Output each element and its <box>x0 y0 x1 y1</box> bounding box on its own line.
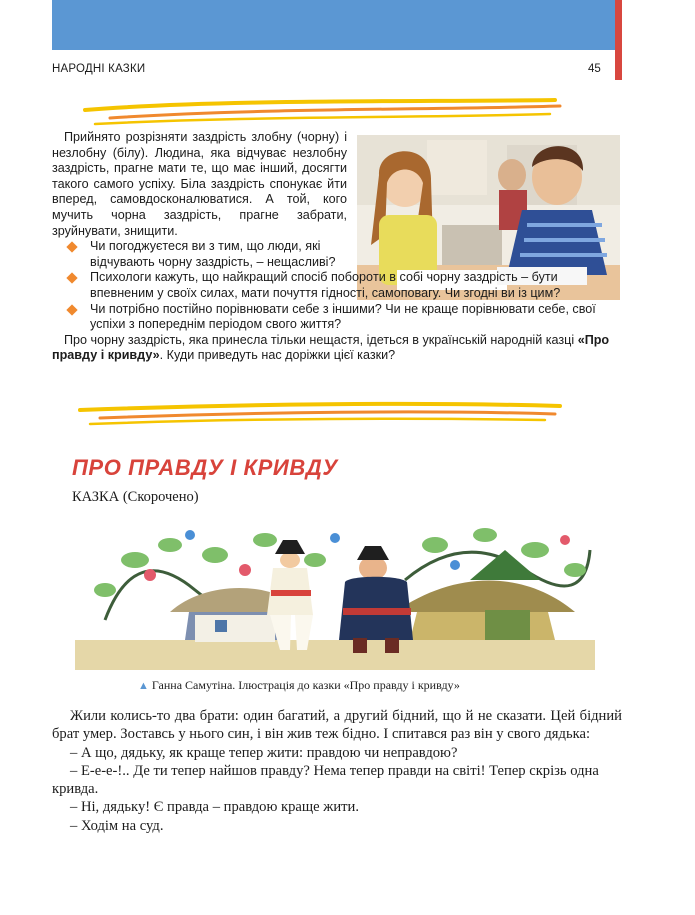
dialogue-line: – А що, дядьку, як краще тепер жити: правдою чи неправдою? <box>70 744 458 761</box>
illustration-caption: ▲ Ганна Самутіна. Ілюстрація до казки «Про правду і кривду» <box>138 678 460 692</box>
dialogue-line: – Е-е-е-!.. Де ти тепер найшов правду? Нема тепер правди на світі! Тепер скрізь одна кривда. <box>52 762 599 798</box>
tale-text <box>52 707 622 835</box>
caption-triangle-icon: ▲ <box>138 680 149 692</box>
tale-reference: «Про правду і кривду» <box>52 332 610 363</box>
question-item: Чи потрібно постійно порівнювати себе з іншими? Чи не краще порівнювати себе, свої успіхи з попереднім періодом свого життя? <box>52 302 622 333</box>
question-item: Чи погоджуєтеся ви з тим, що люди, які відчувають чорну заздрість, – нещасливі? <box>52 239 347 270</box>
bullet-diamond-icon <box>66 241 77 252</box>
decorative-stripes-bottom <box>0 398 695 438</box>
bullet-diamond-icon <box>66 273 77 284</box>
story-paragraph: Жили колись-то два брати: один багатий, а другий бідний, що й не сказати. Цей бідний брат умер. Зоставсь у нього син, і він жив теж бідно. І спитався раз він у свого дядька: <box>52 708 622 743</box>
section-title: НАРОДНІ КАЗКИ <box>52 63 146 75</box>
intro-block <box>52 130 622 364</box>
tale-illustration <box>75 520 595 670</box>
closing-paragraph: Про чорну заздрість, яка принесла тільки нещастя, ідеться в українській народній казці «Про правду і кривду». Куди приведуть нас доріжки цієї казки? <box>52 332 610 363</box>
dialogue-line: – Ходім на суд. <box>70 817 164 834</box>
tale-title: ПРО ПРАВДУ І КРИВДУ <box>72 455 338 480</box>
header-red-tab <box>615 0 622 80</box>
question-item: Психологи кажуть, що найкращий спосіб поборoти в собі чорну заздрість – бути впевненим у своїх силах, мати почуття гідності, самоповагу. Чи згодні ви із цим? <box>52 270 622 301</box>
page-number: 45 <box>588 63 601 75</box>
dialogue-line: – Ні, дядьку! Є правда – правдою краще жити. <box>70 799 359 816</box>
bullet-diamond-icon <box>66 304 77 315</box>
intro-paragraph: Прийнято розрізняти заздрість злобну (чорну) і незлобну (білу). Людина, яка відчуває незлобну заздрість, прагне мати те, що має інший, досягти такого самого успіху. Біла заздрість спонукає йти вперед, самовдосконалюватися. А той, кого мучить чорна заздрість, прагне забрати, зруйнувати, знищити. <box>52 130 347 238</box>
tale-subtitle: КАЗКА (Скорочено) <box>72 489 199 505</box>
header-blue-band <box>52 0 615 50</box>
